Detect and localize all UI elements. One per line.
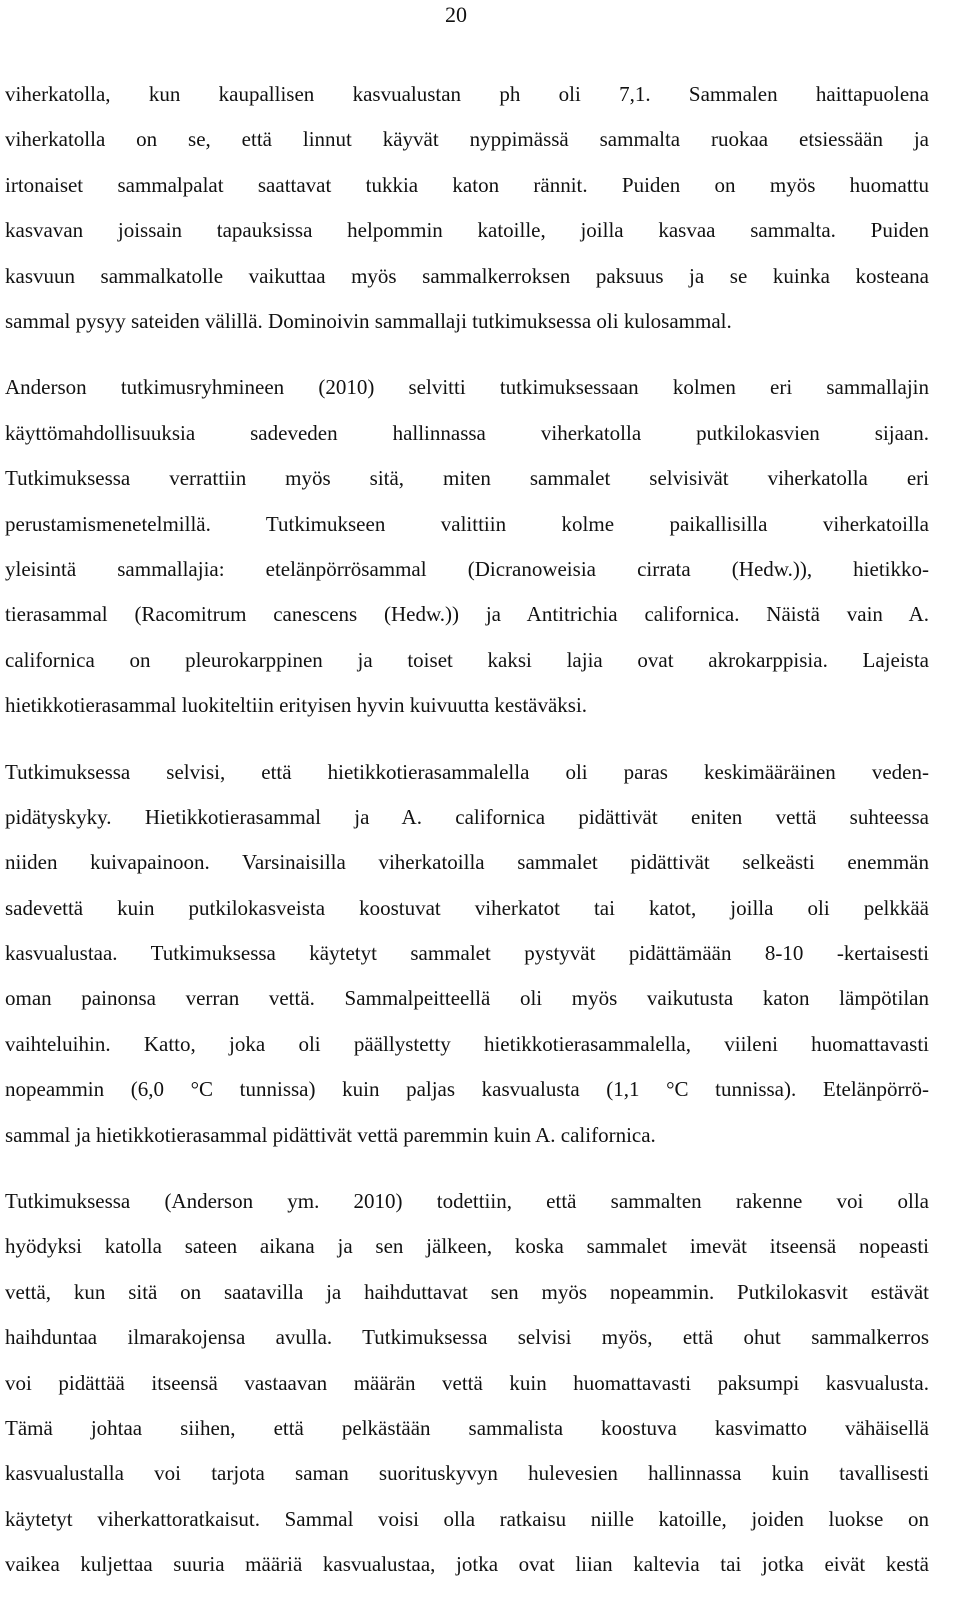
text-line: oman painonsa verran vettä. Sammalpeitteellä oli myös vaikutusta katon lämpötilan — [5, 986, 929, 1011]
text-line: Tutkimuksessa (Anderson ym. 2010) todettiin, että sammalten rakenne voi olla — [5, 1189, 929, 1214]
page-number: 20 — [445, 2, 467, 27]
text-line: perustamismenetelmillä. Tutkimukseen valittiin kolme paikallisilla viherkatoilla — [5, 511, 929, 536]
text-line: pidätyskyky. Hietikkotierasammal ja A. californica pidättivät eniten vettä suhteessa — [5, 804, 929, 829]
text-line: irtonaiset sammalpalat saattavat tukkia katon rännit. Puiden on myös huomattu — [5, 172, 929, 197]
text-line: Tämä johtaa siihen, että pelkästään sammalista koostuva kasvimatto vähäisellä — [5, 1415, 929, 1440]
text-line: kasvualustalla voi tarjota saman suorituskyvyn hulevesien hallinnassa kuin tavallisesti — [5, 1461, 929, 1486]
text-line: voi pidättää itseensä vastaavan määrän vettä kuin huomattavasti paksumpi kasvualusta. — [5, 1370, 929, 1395]
text-line: sammal ja hietikkotierasammal pidättivät vettä paremmin kuin A. californica. — [5, 1122, 656, 1147]
text-line: kasvavan joissain tapauksissa helpommin katoille, joilla kasvaa sammalta. Puiden — [5, 218, 929, 243]
text-line: sadevettä kuin putkilokasveista koostuvat viherkatot tai katot, joilla oli pelkkää — [5, 895, 929, 920]
text-line: haihduntaa ilmarakojensa avulla. Tutkimuksessa selvisi myös, että ohut sammalkerros — [5, 1325, 929, 1350]
text-line: Tutkimuksessa selvisi, että hietikkotierasammalella oli paras keskimääräinen veden- — [5, 759, 929, 784]
text-line: vettä, kun sitä on saatavilla ja haihduttavat sen myös nopeammin. Putkilokasvit estävät — [5, 1279, 929, 1304]
text-line: käyttömahdollisuuksia sadeveden hallinnassa viherkatolla putkilokasvien sijaan. — [5, 420, 929, 445]
text-line: hietikkotierasammal luokiteltiin erityisen hyvin kuivuutta kestäväksi. — [5, 693, 588, 718]
text-line: kasvuun sammalkatolle vaikuttaa myös sammalkerroksen paksuus ja se kuinka kosteana — [5, 263, 929, 288]
text-line: sammal pysyy sateiden välillä. Dominoivin sammallaji tutkimuksessa oli kulosammal. — [5, 308, 732, 333]
paragraph — [5, 750, 929, 1159]
text-line: kasvualustaa. Tutkimuksessa käytetyt sammalet pystyvät pidättämään 8-10 -kertaisesti — [5, 941, 929, 966]
paragraph — [5, 1179, 929, 1588]
text-line: käytetyt viherkattoratkaisut. Sammal voisi olla ratkaisu niille katoille, joiden luokse on — [5, 1506, 929, 1531]
text-line: nopeammin (6,0 °C tunnissa) kuin paljas kasvualusta (1,1 °C tunnissa). Etelänpörrö- — [5, 1077, 929, 1102]
text-line: yleisintä sammallajia: etelänpörrösammal (Dicranoweisia cirrata (Hedw.)), hietikko- — [5, 556, 929, 581]
text-line: viherkatolla, kun kaupallisen kasvualustan ph oli 7,1. Sammalen haittapuolena — [5, 82, 929, 106]
text-line: tierasammal (Racomitrum canescens (Hedw.)) ja Antitrichia californica. Näistä vain A. — [5, 602, 929, 627]
text-line: Anderson tutkimusryhmineen (2010) selvitti tutkimuksessaan kolmen eri sammallajin — [5, 375, 929, 400]
text-line: niiden kuivapainoon. Varsinaisilla viherkatoilla sammalet pidättivät selkeästi enemmän — [5, 850, 929, 875]
document-body — [5, 72, 929, 1588]
text-line: californica on pleurokarppinen ja toiset kaksi lajia ovat akrokarppisia. Lajeista — [5, 647, 929, 672]
text-line: viherkatolla on se, että linnut käyvät nyppimässä sammalta ruokaa etsiessään ja — [5, 127, 929, 152]
paragraph — [5, 365, 929, 728]
text-line: vaihteluihin. Katto, joka oli päällystetty hietikkotierasammalella, viileni huomattavasti — [5, 1031, 929, 1056]
text-line: Tutkimuksessa verrattiin myös sitä, miten sammalet selvisivät viherkatolla eri — [5, 466, 929, 491]
paragraph — [5, 72, 929, 344]
text-line: hyödyksi katolla sateen aikana ja sen jälkeen, koska sammalet imevät itseensä nopeasti — [5, 1234, 929, 1259]
text-line: vaikea kuljettaa suuria määriä kasvualustaa, jotka ovat liian kaltevia tai jotka eivät kestä — [5, 1552, 929, 1577]
